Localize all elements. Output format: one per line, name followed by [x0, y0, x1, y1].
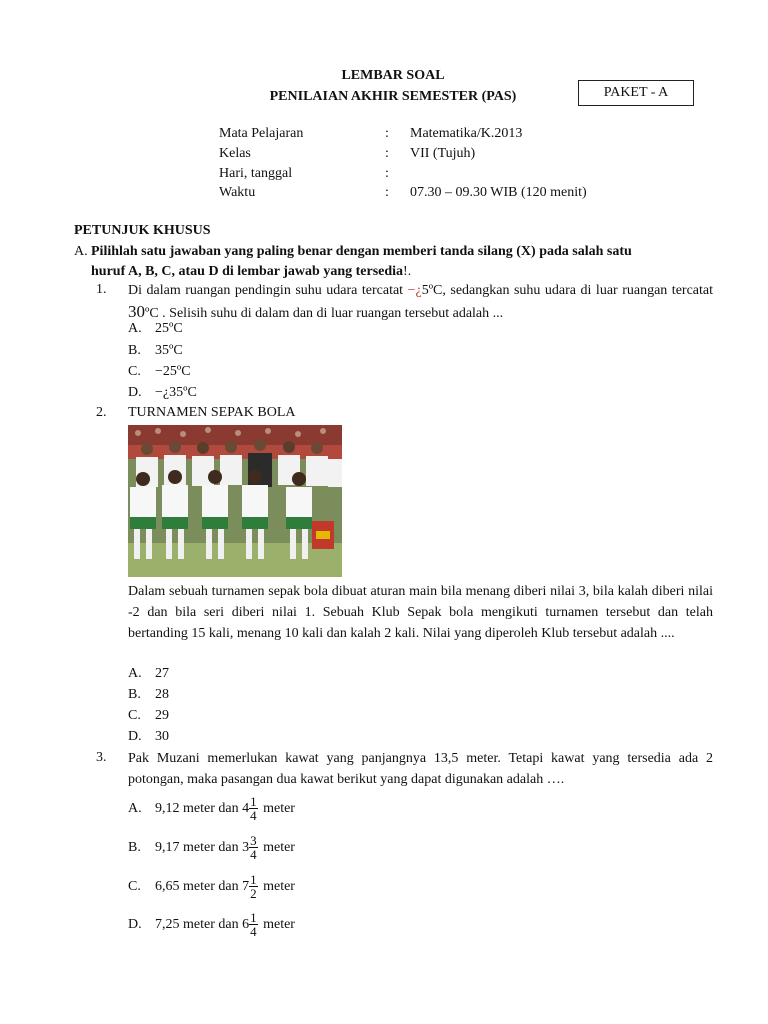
instruction-a-line2: huruf A, B, C, atau D di lembar jawab yang tersedia — [91, 264, 404, 279]
fraction — [249, 834, 258, 861]
q3-option-letter: D. — [128, 917, 142, 932]
info-label: Hari, tanggal — [219, 166, 293, 181]
info-colon: : — [385, 166, 389, 181]
info-row-time — [0, 185, 768, 205]
q1-option-text: −¿35ºC — [155, 385, 197, 400]
fraction-numerator: 1 — [250, 872, 257, 888]
fraction-denominator: 4 — [250, 924, 257, 940]
info-row-date — [0, 166, 768, 186]
info-label: Waktu — [219, 185, 256, 200]
q2-option-letter: A. — [128, 666, 142, 681]
fraction — [249, 795, 258, 822]
question-2-number: 2. — [96, 405, 107, 420]
fraction-denominator: 4 — [250, 808, 257, 824]
q3-option-post: meter — [259, 801, 295, 816]
q3-option-letter: B. — [128, 840, 141, 855]
q2-option-text: 28 — [155, 687, 169, 702]
q3-option-letter: C. — [128, 879, 141, 894]
q1-option-letter: A. — [128, 321, 142, 336]
q3-option-pre: 6,65 meter dan 7 — [155, 879, 250, 894]
info-colon: : — [385, 146, 389, 161]
q3-option-c — [155, 870, 295, 904]
q3-option-letter: A. — [128, 801, 142, 816]
q2-option-text: 27 — [155, 666, 169, 681]
question-1-text — [128, 280, 713, 324]
instruction-a-line1: Pilihlah satu jawaban yang paling benar dengan memberi tanda silang (X) pada salah satu — [91, 244, 632, 259]
q2-option-letter: B. — [128, 687, 141, 702]
q1-option-text: 35ºC — [155, 343, 183, 358]
q3-option-post: meter — [259, 879, 295, 894]
title-lembar-soal: LEMBAR SOAL — [341, 68, 445, 83]
q1-option-text: 25ºC — [155, 321, 183, 336]
q1-negative: −¿ — [407, 283, 422, 298]
q2-option-letter: D. — [128, 729, 142, 744]
instruction-a-label: A. — [74, 244, 88, 259]
question-2-title: TURNAMEN SEPAK BOLA — [128, 405, 296, 420]
q3-option-post: meter — [259, 917, 295, 932]
info-colon: : — [385, 185, 389, 200]
info-colon: : — [385, 126, 389, 141]
q1-option-letter: D. — [128, 385, 142, 400]
fraction-numerator: 3 — [250, 833, 257, 849]
info-value: VII (Tujuh) — [410, 146, 476, 161]
fraction-denominator: 2 — [250, 886, 257, 902]
q1-text-b: 5ºC, sedangkan suhu udara di luar ruangan tercatat — [421, 283, 713, 298]
q1-text-c: ºC . Selisih suhu di dalam dan di luar ruangan tersebut adalah ... — [145, 306, 504, 321]
fraction — [249, 873, 258, 900]
q3-option-pre: 9,17 meter dan 3 — [155, 840, 250, 855]
q3-option-pre: 7,25 meter dan 6 — [155, 917, 250, 932]
instruction-a-line2-wrap — [91, 264, 411, 280]
info-value: 07.30 – 09.30 WIB (120 menit) — [410, 185, 587, 200]
q3-option-post: meter — [259, 840, 295, 855]
info-row-subject — [0, 126, 768, 146]
fraction-numerator: 1 — [250, 794, 257, 810]
q3-option-a — [155, 792, 295, 826]
question-3-text: Pak Muzani memerlukan kawat yang panjangnya 13,5 meter. Tetapi kawat yang tersedia ada 2 potongan, maka pasangan dua kawat berikut yang dapat digunakan adalah …. — [128, 751, 713, 787]
fraction — [249, 911, 258, 938]
q2-option-text: 30 — [155, 729, 169, 744]
info-value: Matematika/K.2013 — [410, 126, 523, 141]
fraction-numerator: 1 — [250, 910, 257, 926]
q1-option-letter: C. — [128, 364, 141, 379]
instructions-heading: PETUNJUK KHUSUS — [74, 223, 211, 238]
q2-option-letter: C. — [128, 708, 141, 723]
q1-option-text: −25ºC — [155, 364, 191, 379]
info-label: Mata Pelajaran — [219, 126, 304, 141]
paket-box — [578, 80, 694, 106]
q3-option-pre: 9,12 meter dan 4 — [155, 801, 250, 816]
paket-label: PAKET - A — [603, 85, 669, 100]
question-2-text: Dalam sebuah turnamen sepak bola dibuat aturan main bila menang diberi nilai 3, bila kalah diberi nilai -2 dan bila seri diberi nilai 1. Sebuah Klub Sepak bola mengikuti turnamen tersebut dan telah bertanding 15 kali, menang 10 kali dan kalah 2 kali. Nilai yang diperoleh Klub tersebut adalah .... — [128, 584, 713, 641]
info-row-class — [0, 146, 768, 166]
q3-option-b — [155, 831, 295, 865]
q1-outside-temp: 30 — [128, 302, 145, 321]
q2-option-text: 29 — [155, 708, 169, 723]
team-photo — [128, 425, 342, 577]
instruction-a-end: !. — [403, 264, 412, 279]
q3-option-d — [155, 908, 295, 942]
title-pas: PENILAIAN AKHIR SEMESTER (PAS) — [269, 89, 517, 104]
info-label: Kelas — [219, 146, 251, 161]
question-1-number: 1. — [96, 282, 107, 297]
q1-text-a: Di dalam ruangan pendingin suhu udara tercatat — [128, 283, 408, 298]
fraction-denominator: 4 — [250, 847, 257, 863]
q1-option-letter: B. — [128, 343, 141, 358]
question-3-number: 3. — [96, 750, 107, 765]
